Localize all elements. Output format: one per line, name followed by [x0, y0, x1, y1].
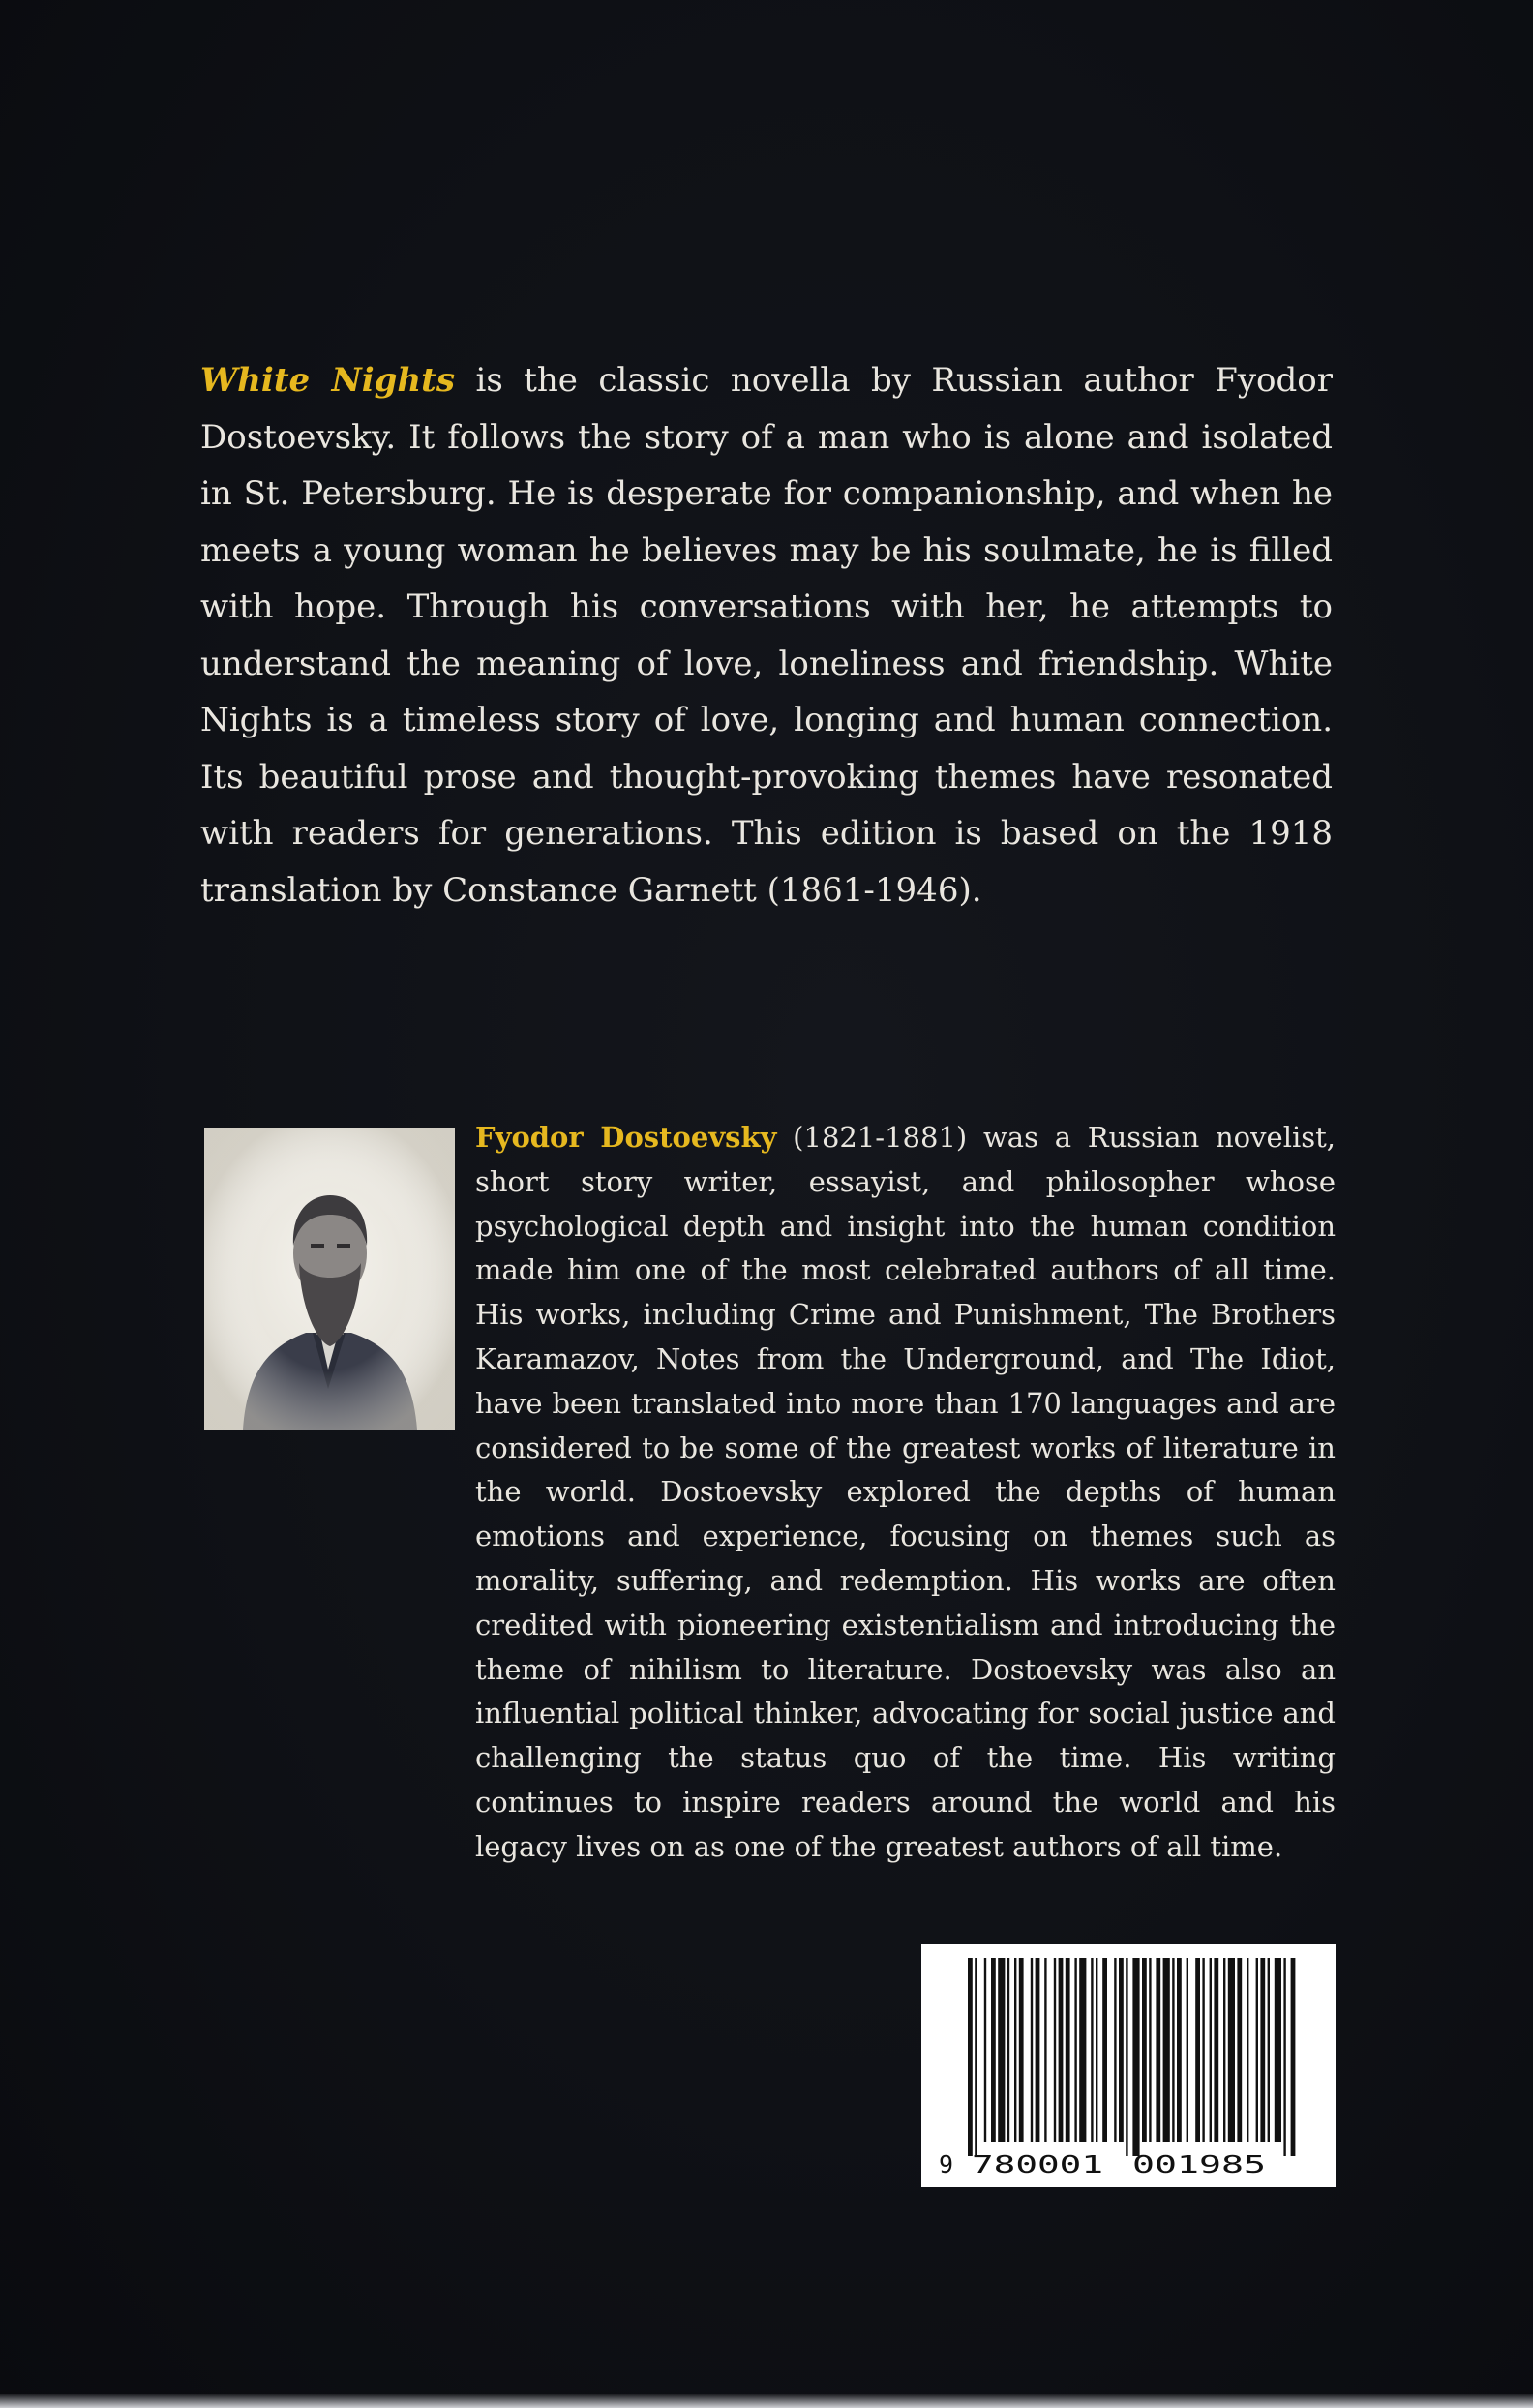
barcode-bar: [1031, 1958, 1033, 2142]
barcode-bar: [968, 1958, 973, 2156]
barcode-bar: [1187, 1958, 1188, 2142]
barcode-bar: [998, 1958, 1005, 2142]
isbn-right-digits: 001985: [1132, 2151, 1266, 2179]
barcode-bar: [1275, 1958, 1281, 2142]
author-portrait-photo: [204, 1128, 455, 1430]
barcode-bar: [1247, 1958, 1248, 2142]
synopsis-paragraph: [200, 352, 1333, 918]
barcode-bar: [1044, 1958, 1046, 2142]
barcode-bar: [1142, 1958, 1147, 2142]
barcode-bar: [1256, 1958, 1258, 2142]
barcode-bar: [1066, 1958, 1070, 2142]
barcode-bar: [1036, 1958, 1040, 2142]
barcode-bar: [1195, 1958, 1200, 2142]
barcode-bar: [975, 1958, 977, 2156]
barcode-bar: [1096, 1958, 1097, 2142]
author-biography-text: (1821-1881) was a Russian novelist, short story writer, essayist, and philosopher whose psychological depth and insight into the human condition made him one of the most celebrated authors of all time. His works, including Crime and Punishment, The Brothers Karamazov, Notes from the Underground, and The Idiot, have been translated into more than 170 languages and are considered to be some of the greatest works of literature in the world. Dostoevsky explored the depths of human emotions and experience, focusing on themes such as morality, suffering, and redemption. His works are often credited with pioneering existentialism and introducing the theme of nihilism to literature. Dostoevsky was also an influential political thinker, advocating for social justice and challenging the status quo of the time. His writing continues to inspire readers around the world and his legacy lives on as one of the greatest authors of all time.: [475, 1121, 1336, 1863]
barcode-bar: [1014, 1958, 1016, 2142]
barcode-bar: [1260, 1958, 1265, 2142]
barcode-bar: [1059, 1958, 1064, 2142]
barcode-bar: [1102, 1958, 1107, 2142]
author-biography: [475, 1116, 1336, 1870]
barcode-bar: [1283, 1958, 1285, 2156]
barcode-bar: [1268, 1958, 1270, 2142]
barcode-bar: [1074, 1958, 1076, 2142]
isbn-left-digits: 780001: [972, 2151, 1103, 2179]
barcode-bar: [1149, 1958, 1151, 2142]
barcode-bar: [991, 1958, 996, 2142]
barcode-bar: [1126, 1958, 1127, 2156]
barcode-bar: [1119, 1958, 1124, 2142]
barcode-bar: [1079, 1958, 1086, 2142]
barcode-bar: [984, 1958, 986, 2142]
barcode-bar: [1091, 1958, 1093, 2142]
barcode-bar: [1007, 1958, 1009, 2142]
barcode-bar: [1214, 1958, 1218, 2142]
isbn-prefix-digit: 9: [939, 2151, 954, 2179]
barcode-bar: [1202, 1958, 1204, 2142]
author-name: Fyodor Dostoevsky: [475, 1121, 777, 1154]
barcode-bar: [1228, 1958, 1235, 2142]
barcode-bar: [1163, 1958, 1170, 2142]
barcode-bar: [1223, 1958, 1225, 2142]
isbn-barcode-graphic: [921, 1944, 1336, 2187]
barcode-bar: [1114, 1958, 1116, 2142]
isbn-barcode: [921, 1944, 1336, 2187]
cover-bottom-edge: [0, 2394, 1533, 2408]
barcode-bar: [1054, 1958, 1056, 2142]
barcode-bar: [1291, 1958, 1296, 2156]
barcode-bar: [1210, 1958, 1212, 2142]
book-title: White Nights: [200, 361, 455, 400]
barcode-bar: [1172, 1958, 1174, 2142]
barcode-bar: [1019, 1958, 1024, 2142]
author-portrait: [204, 1128, 455, 1430]
barcode-bar: [1156, 1958, 1160, 2142]
barcode-bar: [1237, 1958, 1242, 2142]
barcode-bars: [968, 1958, 1295, 2156]
synopsis-text: is the classic novella by Russian author Fyodor Dostoevsky. It follows the story of a man who is alone and isolated in St. Petersburg. He is desperate for companionship, and when he meets a young woman he believes may be his soulmate, he is filled with hope. Through his conversations with her, he attempts to understand the meaning of love, loneliness and friendship. White Nights is a timeless story of love, longing and human connection. Its beautiful prose and thought-provoking themes have resonated with readers for generations. This edition is based on the 1918 translation by Constance Garnett (1861-1946).: [200, 361, 1334, 910]
barcode-bar: [1177, 1958, 1182, 2142]
barcode-bar: [1132, 1958, 1139, 2156]
